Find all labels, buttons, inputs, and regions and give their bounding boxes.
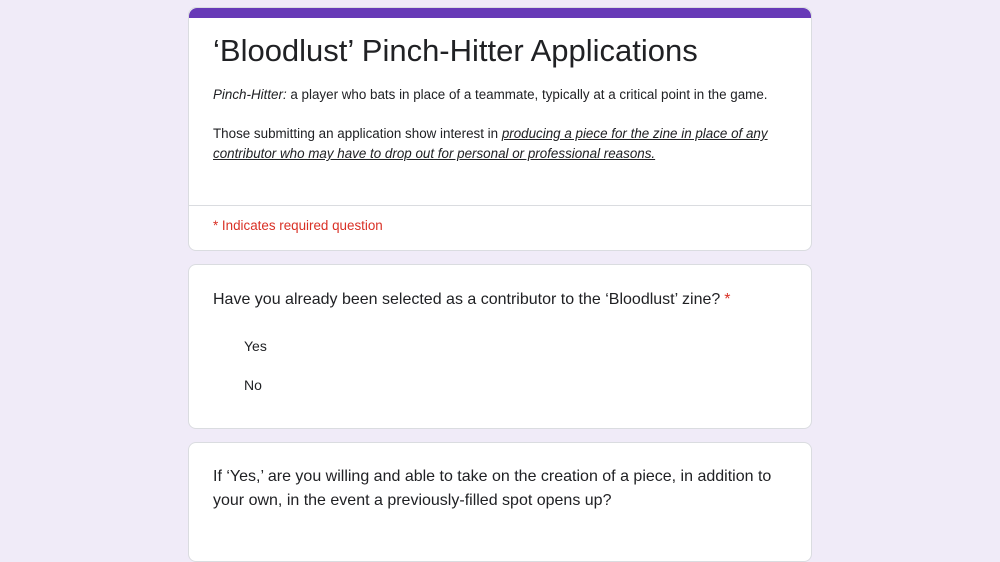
question-card-willing-to-create <box>188 442 812 562</box>
required-asterisk: * <box>724 291 731 308</box>
form-container <box>188 7 812 562</box>
question-title <box>213 288 731 312</box>
question-text: Have you already been selected as a contributor to the ‘Bloodlust’ zine? <box>213 291 721 308</box>
form-title: ‘Bloodlust’ Pinch-Hitter Applications <box>213 33 698 68</box>
radio-button[interactable] <box>213 336 233 356</box>
header-accent-bar <box>189 8 811 18</box>
option-label: No <box>244 377 262 393</box>
definition-text: a player who bats in place of a teammate, typically at a critical point in the game. <box>286 87 768 102</box>
radio-button[interactable] <box>213 375 233 395</box>
required-note: * Indicates required question <box>213 218 383 233</box>
interest-emphasis: producing a piece for the zine in place of any contributor who may have to drop out for personal or professional reasons. <box>213 126 768 161</box>
question-card-selected-contributor <box>188 264 812 429</box>
description-definition <box>213 85 783 105</box>
form-description <box>213 85 783 164</box>
interest-prefix: Those submitting an application show interest in <box>213 126 502 141</box>
definition-term: Pinch-Hitter: <box>213 87 287 102</box>
option-yes[interactable] <box>213 334 267 358</box>
header-divider <box>189 205 811 206</box>
option-no[interactable] <box>213 373 262 397</box>
option-label: Yes <box>244 338 267 354</box>
form-header-card <box>188 7 812 251</box>
description-interest <box>213 124 783 164</box>
question-title: If ‘Yes,’ are you willing and able to take on the creation of a piece, in addition to your own, in the event a previously-filled spot opens up? <box>213 468 772 509</box>
